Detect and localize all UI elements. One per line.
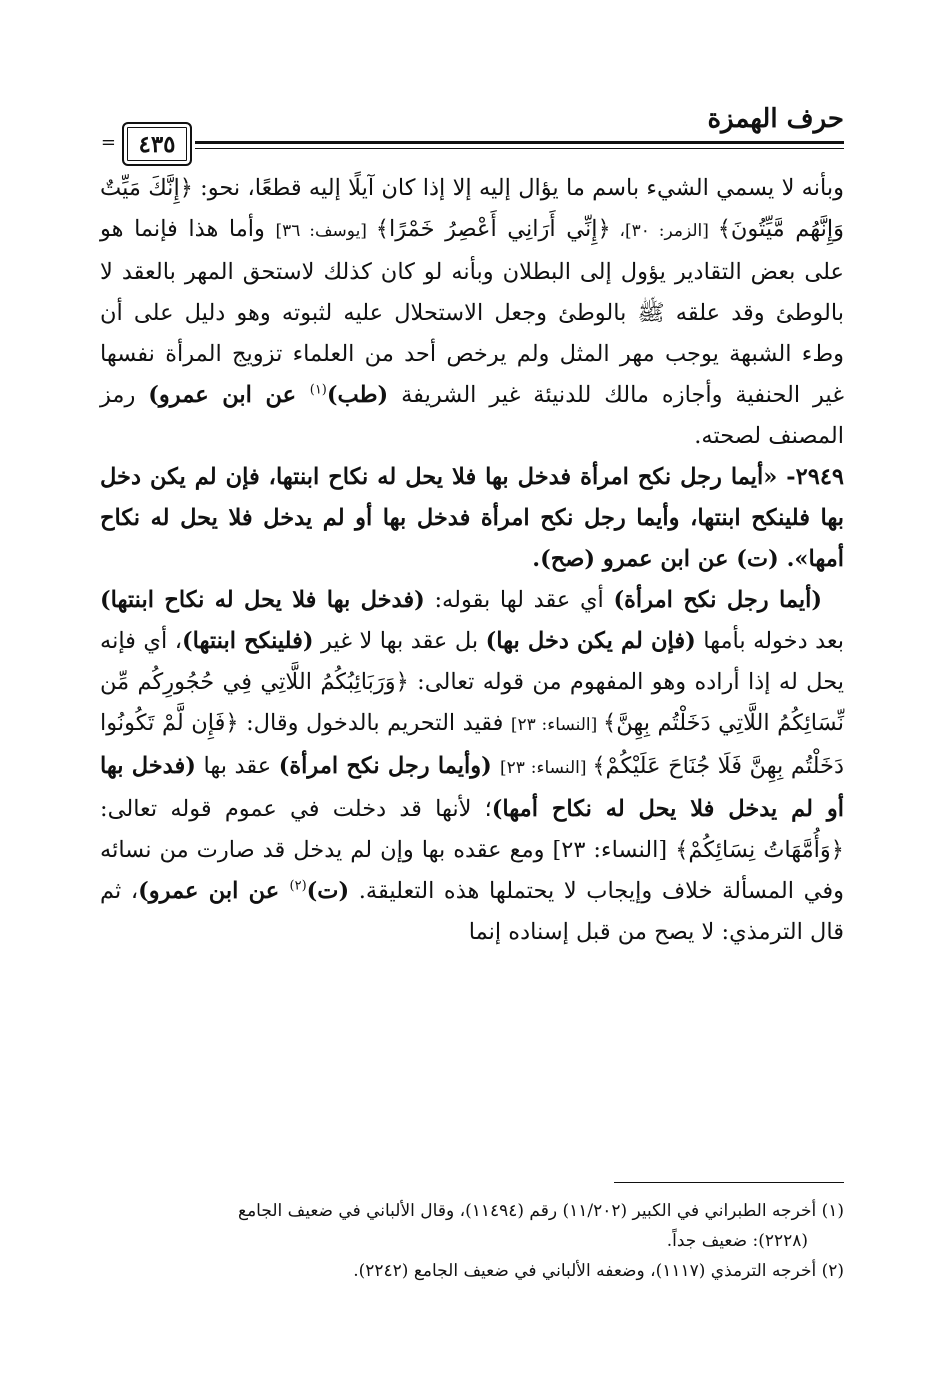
text-run: ، أي فإنه يحل له إذا أراده وهو المفهوم من قوله تعالى: — [100, 628, 844, 695]
hadith-quote: (فدخل بها فلا يحل له نكاح ابنتها) — [100, 587, 425, 613]
footnote-1-continued: (٢٢٢٨): ضعيف جداً. — [666, 1231, 808, 1251]
hadith-quote: (وأيما رجل نكح امرأة) — [278, 753, 501, 779]
verse-reference: [يوسف: ٣٦] — [275, 221, 376, 241]
verse-reference: [النساء: ٢٣] — [552, 837, 676, 863]
quran-verse: ﴿فَإِن لَّمْ تَكُونُوا دَخَلْتُم بِهِنَّ فَلَا جُنَاحَ عَلَيْكُمْ﴾ — [100, 710, 844, 779]
hadith-2949: ٢٩٤٩- «أيما رجل نكح امرأة فدخل بها فلا يحل له نكاح ابنتها، فإن لم يكن دخل بها فلينكح ابنتها، وأيما رجل نكح امرأة فدخل بها أو لم يدخل فلا يحل له نكاح أمها». (ت) عن ابن عمرو (صح). — [100, 464, 844, 572]
text-run: فقيد التحريم بالدخول وقال: — [238, 710, 511, 736]
header-rule-thin — [195, 148, 844, 149]
text-run: عقد بها — [195, 753, 279, 779]
text-run: ؛ لأنها قد دخلت في عموم قوله تعالى: — [100, 796, 492, 822]
footnote-marker: (٢) — [289, 878, 307, 894]
text-run: ومع عقده بها وإن لم يدخل قد صارت من نسائه وفي المسألة خلاف وإيجاب لا يحتملها هذه التعليقة. — [100, 837, 845, 904]
quran-verse: ﴿إِنِّي أَرَانِي أَعْصِرُ خَمْرًا﴾ — [375, 216, 611, 242]
hadith-quote: (فلينكح ابنتها) — [182, 628, 314, 654]
paragraph-commentary-1 — [100, 168, 844, 457]
source-code: (طب) — [326, 382, 389, 408]
hadith-quote: (أيما رجل نكح امرأة) — [613, 587, 823, 613]
hadith-quote: (فدخل بها أو لم يدخل فلا يحل له نكاح أمها) — [100, 753, 844, 822]
source-narrator: عن ابن عمرو) — [138, 878, 290, 904]
text-run: بعد دخوله بأمها — [695, 628, 845, 654]
main-text — [100, 168, 844, 953]
hadith-quote: (فإن لم يكن دخل بها) — [485, 628, 696, 654]
footnote-marker: (١) — [309, 382, 327, 398]
quran-verse: ﴿وَرَبَائِبُكُمُ اللَّاتِي فِي حُجُورِكُم مِّن نِّسَائِكُمُ اللَّاتِي دَخَلْتُم بِهِنَّ﴾ — [100, 669, 844, 736]
footnotes — [100, 1196, 844, 1286]
page-title: حرف الهمزة — [707, 104, 844, 134]
text-run: أي عقد لها بقوله: — [424, 587, 614, 613]
footnote-1: (١) أخرجه الطبراني في الكبير (١١/٢٠٢) رقم (١١٤٩٤)، وقال الألباني في ضعيف الجامع — [238, 1201, 844, 1221]
quran-verse: ﴿وَأُمَّهَاتُ نِسَائِكُمْ﴾ — [675, 837, 844, 863]
page-number: ٤٣٥ — [138, 130, 176, 158]
text-run: وبأنه لا يسمي الشيء باسم ما يؤال إليه إلا إذا كان آيلًا إليه قطعًا، نحو: — [192, 175, 844, 201]
header-side-mark: = — [100, 132, 116, 153]
source-narrator: عن ابن عمرو) — [148, 382, 310, 408]
quran-verse: ﴿إِنَّكَ مَيِّتٌ وَإِنَّهُم مَّيِّتُونَ﴾ — [100, 175, 844, 242]
footnote-2: (٢) أخرجه الترمذي (١١١٧)، وضعفه الألباني في ضعيف الجامع (٢٢٤٢). — [353, 1261, 844, 1281]
text-run: رمز المصنف لصحته. — [100, 382, 844, 449]
source-code: (ت) — [306, 878, 350, 904]
header-rule-thick — [195, 141, 844, 144]
verse-reference: [الزمر: ٣٠]، — [610, 221, 718, 241]
paragraph-commentary-2 — [100, 580, 844, 953]
text-run: بل عقد بها لا غير — [313, 628, 486, 654]
verse-reference: [النساء: ٢٣] — [510, 715, 604, 735]
text-run: وأما هذا فإنما هو على بعض التقادير يؤول إلى البطلان وبأنه لو كان كذلك لاستحق المهر بالعقد لا بالوطئ وقد علقه ﷺ بالوطئ وجعل الاستحلال عليه لثبوته وهو دليل على أن وطء الشبهة يوجب مهر المثل ولم يرخص أحد من العلماء تزويج المرأة نفسها غير الحنفية وأجازه مالك للدنيئة غير الشريفة — [100, 216, 844, 408]
text-run: ، ثم قال الترمذي: لا يصح من قبل إسناده إنما — [100, 878, 844, 945]
page-number-box — [122, 122, 192, 166]
verse-reference: [النساء: ٢٣] — [500, 758, 593, 778]
footnote-divider — [614, 1182, 844, 1183]
